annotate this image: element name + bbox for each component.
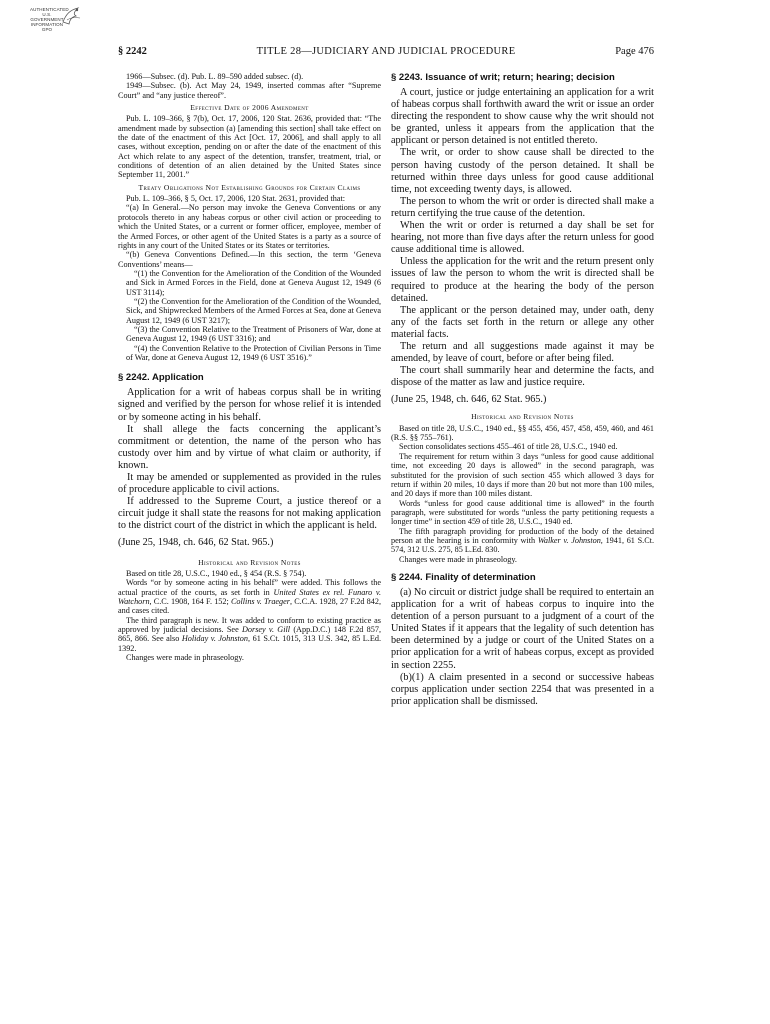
section-2243-citation: (June 25, 1948, ch. 646, 62 Stat. 965.) [391,394,547,406]
section-2242-historical-heading: Historical and Revision Notes [198,557,301,567]
historical-note-6: Changes were made in phraseology. [399,554,517,564]
treaty-b-item-2: “(2) the Convention for the Amelioration of the Condition of the Wounded, Sick, and Shipwrecked Members of the Armed Forces at Sea, done at Geneva August 12, 1949 (6 UST 3217); [126,296,381,325]
section-2242-para-1: Application for a writ of habeas corpus shall be in writing signed and verified by the person for whose relief it is intended or by someone acting in his behalf. [118,387,381,423]
treaty-b-item-4: “(4) the Convention Relative to the Protection of Civilian Persons in Time of War, done at Geneva August 12, 1949 (6 UST 3516).” [126,343,381,362]
amendment-note-1966: 1966—Subsec. (d). Pub. L. 89–590 added subsec. (d). [126,72,304,81]
section-2243-title: § 2243. Issuance of writ; return; hearing; decision [391,72,615,83]
case-name: Holiday v. Johnston [181,634,248,644]
section-2242-para-4: If addressed to the Supreme Court, a justice thereof or a circuit judge it shall state the reasons for not making application to the district court of the district in which the applicant is held. [118,496,381,532]
effective-date-heading: Effective Date of 2006 Amendment [190,103,309,113]
section-2242-citation: (June 25, 1948, ch. 646, 62 Stat. 965.) [118,537,274,549]
section-2243-para-6: The applicant or the person detained may, under oath, deny any of the facts set forth in the return or allege any other material facts. [391,304,654,340]
section-2244-subsection-a: (a) No circuit or district judge shall be required to entertain an application for a writ of habeas corpus to inquire into the detention of a person pursuant to a judgment of a court of the United States if it appears that the legality of such detention has been determined by a judge or court of the United States on a prior application for a writ of habeas corpus, except as provided in section 2255. [391,586,654,671]
case-name: United States ex rel. Funaro v. Watchorn [118,587,381,606]
historical-note-1: Based on title 28, U.S.C., 1940 ed., §§ 455, 456, 457, 458, 459, 460, and 461 (R.S. §§ 755–761). [391,423,654,443]
section-2242-para-2: It shall allege the facts concerning the applicant’s commitment or detention, the name of the person who has custody over him and by virtue of what claim or authority, if known. [118,423,381,471]
header-section: § 2242 [118,46,147,57]
case-name: Collins v. Traeger [230,596,290,606]
section-2243-para-5: Unless the application for the writ and the return present only issues of law the person to whom the writ is directed shall be required to produce at the hearing the body of the person detained. [391,256,654,304]
historical-note-5: The fifth paragraph providing for production of the body of the detained person at the hearing is in conformity with Walker v. Johnston, 1941, 61 S.Ct. 574, 312 U.S. 275, 85 L.Ed. 830. [391,526,654,555]
section-2243-para-7: The return and all suggestions made against it may be amended, by leave of court, before or after being filed. [391,340,654,365]
treaty-subsection-b: “(b) Geneva Conventions Defined.—In this section, the term ‘Geneva Conventions’ means— [118,250,381,269]
treaty-subsection-a: “(a) In General.—No person may invoke the Geneva Conventions or any protocols thereto in any habeas corpus or other civil action or proceeding to which the United States, or a current or former officer, employee, member of the Armed Forces, or other agent of the United States is a party as a source of rights in any court of the United States or its States or territories. [118,203,381,250]
header-page-number: Page 476 [615,46,654,57]
historical-note-1: Based on title 28, U.S.C., 1940 ed., § 454 (R.S. § 754). [126,568,307,578]
section-2242-para-3: It may be amended or supplemented as provided in the rules of procedure applicable to civil actions. [118,471,381,496]
section-2244-title: § 2244. Finality of determination [391,571,536,583]
historical-note-3: The requirement for return within 3 days “unless for good cause additional time, not exceeding 20 days is allowed” in the second paragraph, was substituted for the provision of such section 455 which allowed 3 days for return if within 20 miles, 10 days if more than 20 but not more than 100 miles, and 20 days if more than 100 miles distant. [391,451,654,499]
gpo-authentication-seal [30,4,112,32]
effective-date-text: Pub. L. 109–366, § 7(b), Oct. 17, 2006, 120 Stat. 2636, provided that: “The amendment made by subsection (a) [amending this section] shall take effect on the date of the enactment of this Act [Oct. 17, 2006], and shall apply to all cases, without exception, pending on or after the date of the enactment of this Act which relate to any aspect of the detention, transfer, treatment, trial, or conditions of detention of an alien detained by the United States since September 11, 2001.” [118,114,381,180]
historical-note-4: Words “unless for good cause additional time is allowed” in the fourth paragraph, were substituted for words “unless the party petitioning requests a longer time” in section 459 of title 28, U.S.C., 1940 ed. [391,498,654,527]
treaty-b-item-1: “(1) the Convention for the Amelioration of the Condition of the Wounded and Sick in Armed Forces in the Field, done at Geneva August 12, 1949 (6 UST 3114); [126,268,381,297]
seal-text: AUTHENTICATED U.S. GOVERNMENT INFORMATION GPO [30,7,69,32]
treaty-intro: Pub. L. 109–366, § 5, Oct. 17, 2006, 120 Stat. 2631, provided that: [126,194,346,204]
historical-note-4: Changes were made in phraseology. [126,652,244,662]
section-2243-para-1: A court, justice or judge entertaining an application for a writ of habeas corpus shall forthwith award the writ or issue an order directing the respondent to show cause why the writ should not be granted, unless it appears from the application that the applicant or person detained is not entitled thereto. [391,87,654,147]
left-column [118,72,381,662]
header-title: TITLE 28—JUDICIARY AND JUDICIAL PROCEDURE [256,46,516,57]
historical-note-2: Section consolidates sections 455–461 of title 28, U.S.C., 1940 ed. [399,442,618,452]
eagle-seal-icon [60,4,86,28]
historical-note-3: The third paragraph is new. It was added to conform to existing practice as approved by judicial decisions. See Dorsey v. Gill (App.D.C.) 148 F.2d 857, 865, 866. See also Holiday v. Johnston, 61 S.Ct. 1015, 313 U.S. 342, 85 L.Ed. 1392. [118,615,382,653]
historical-note-2: Words “or by someone acting in his behalf” were added. This follows the actual practice of the courts, as set forth in United States ex rel. Funaro v. Watchorn, C.C. 1908, 164 F. 152; Collins v. Traeger, C.C.A. 1928, 27 F.2d 842, and cases cited. [118,578,382,616]
page-header [118,46,654,60]
right-column [391,72,654,708]
section-2243-para-4: When the writ or order is returned a day shall be set for hearing, not more than five days after the return unless for good cause additional time is allowed. [391,220,654,256]
section-2243-para-2: The writ, or order to show cause shall be directed to the person having custody of the person detained. It shall be returned within three days unless for good cause additional time, not exceeding twenty days, is allowed. [391,147,654,195]
treaty-b-item-3: “(3) the Convention Relative to the Treatment of Prisoners of War, done at Geneva August 12, 1949 (6 UST 3316); and [126,324,381,344]
treaty-obligations-heading: Treaty Obligations Not Establishing Grounds for Certain Claims [138,182,361,192]
section-2243-para-8: The court shall summarily hear and determine the facts, and dispose of the matter as law and justice require. [391,365,654,389]
section-2242-title: § 2242. Application [118,372,204,384]
amendment-note-1949: 1949—Subsec. (b). Act May 24, 1949, inserted commas after “Supreme Court” and “any justice thereof”. [118,81,381,100]
case-name: Dorsey v. Gill [242,624,291,634]
section-2244-subsection-b1: (b)(1) A claim presented in a second or successive habeas corpus application under section 2254 that was presented in a prior application shall be dismissed. [391,671,654,707]
section-2243-historical-heading: Historical and Revision Notes [471,412,574,422]
section-2243-para-3: The person to whom the writ or order is directed shall make a return certifying the true cause of the detention. [391,195,654,219]
case-name: Walker v. Johnston [537,535,601,545]
